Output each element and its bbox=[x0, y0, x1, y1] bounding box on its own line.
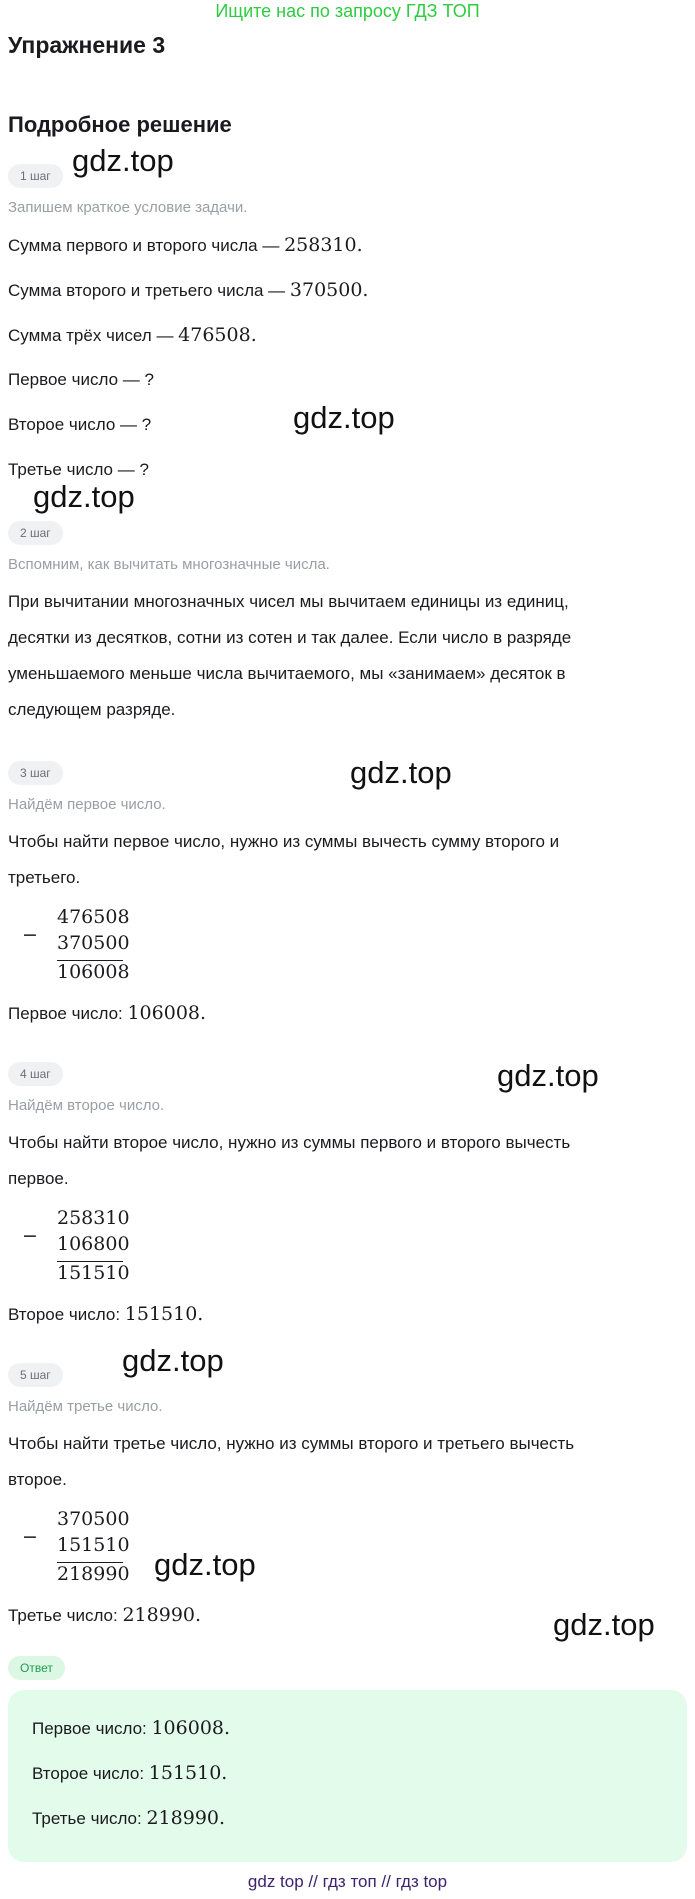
step-badge-4: 4 шаг bbox=[8, 1062, 63, 1086]
step-badge-1: 1 шаг bbox=[8, 164, 63, 188]
answer-badge: Ответ bbox=[8, 1656, 65, 1680]
watermark: gdz.top bbox=[497, 1058, 599, 1093]
subtrahend: 370500 bbox=[57, 932, 130, 954]
answer-line-1: Первое число: 106008. bbox=[32, 1717, 231, 1739]
step-badge-3: 3 шаг bbox=[8, 761, 63, 785]
step-badge-2: 2 шаг bbox=[8, 521, 63, 545]
step-text-4: Чтобы найти второе число, нужно из суммы первого и второго вычесть первое. bbox=[8, 1133, 571, 1188]
minus-sign: − bbox=[22, 1526, 38, 1548]
step-text-2: При вычитании многозначных чисел мы вычитаем единицы из единиц, десятки из десятков, сотни из сотен и так далее. Если число в разряде уменьшаемого меньше числа вычитаемого, мы «занимаем» десяток в следующем разряде. bbox=[8, 592, 572, 719]
watermark: gdz.top bbox=[553, 1607, 655, 1642]
footer-links[interactable]: gdz top // гдз топ // гдз top bbox=[247, 1872, 448, 1891]
minuend: 258310 bbox=[57, 1207, 130, 1229]
condition-line-3: Сумма трёх чисел — 476508. bbox=[8, 324, 257, 346]
difference: 106008 bbox=[57, 961, 130, 983]
difference: 151510 bbox=[57, 1262, 130, 1284]
watermark: gdz.top bbox=[293, 400, 395, 435]
minus-sign: − bbox=[22, 1225, 38, 1247]
watermark: gdz.top bbox=[122, 1343, 224, 1378]
watermark: gdz.top bbox=[33, 479, 135, 514]
answer-line-2: Второе число: 151510. bbox=[32, 1762, 228, 1784]
step-hint-4: Найдём второе число. bbox=[8, 1097, 165, 1114]
condition-line-4: Первое число — ? bbox=[8, 370, 154, 389]
step-hint-5: Найдём третье число. bbox=[8, 1398, 163, 1415]
subtraction-1 bbox=[20, 906, 130, 988]
subtrahend: 151510 bbox=[57, 1534, 130, 1556]
answer-line-3: Третье число: 218990. bbox=[32, 1807, 226, 1829]
condition-line-6: Третье число — ? bbox=[8, 460, 149, 479]
step-text-3: Чтобы найти первое число, нужно из суммы вычесть сумму второго и третьего. bbox=[8, 832, 560, 887]
subtraction-3 bbox=[20, 1508, 130, 1590]
watermark: gdz.top bbox=[72, 143, 174, 178]
page-title: Упражнение 3 bbox=[8, 32, 166, 58]
step-result-4: Второе число: 151510. bbox=[8, 1303, 204, 1325]
subtraction-2 bbox=[20, 1207, 130, 1289]
watermark: gdz.top bbox=[350, 755, 452, 790]
top-banner: Ищите нас по запросу ГДЗ ТОП bbox=[215, 1, 480, 21]
step-hint-1: Запишем краткое условие задачи. bbox=[8, 199, 248, 216]
condition-line-5: Второе число — ? bbox=[8, 415, 152, 434]
minuend: 370500 bbox=[57, 1508, 130, 1530]
step-hint-3: Найдём первое число. bbox=[8, 796, 166, 813]
step-badge-5: 5 шаг bbox=[8, 1363, 63, 1387]
watermark: gdz.top bbox=[154, 1547, 256, 1582]
step-result-5: Третье число: 218990. bbox=[8, 1604, 202, 1626]
condition-line-1: Сумма первого и второго числа — 258310. bbox=[8, 234, 363, 256]
minus-sign: − bbox=[22, 924, 38, 946]
answer-box bbox=[8, 1690, 687, 1862]
minuend: 476508 bbox=[57, 906, 130, 928]
step-hint-2: Вспомним, как вычитать многозначные числа. bbox=[8, 556, 330, 573]
step-result-3: Первое число: 106008. bbox=[8, 1002, 207, 1024]
subtrahend: 106800 bbox=[57, 1233, 130, 1255]
difference: 218990 bbox=[57, 1563, 130, 1585]
section-title: Подробное решение bbox=[8, 112, 232, 137]
step-text-5: Чтобы найти третье число, нужно из суммы второго и третьего вычесть второе. bbox=[8, 1434, 575, 1489]
condition-line-2: Сумма второго и третьего числа — 370500. bbox=[8, 279, 369, 301]
